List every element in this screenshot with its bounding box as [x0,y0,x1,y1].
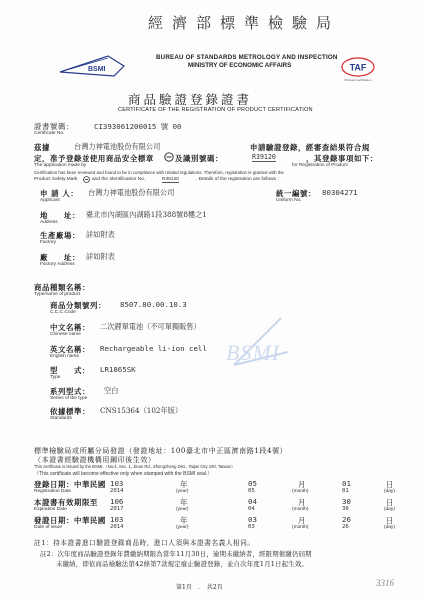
year-unit: 年 [180,516,188,525]
year-unit-en: (year) [176,507,189,512]
approval-line2-end: ，其登錄事項如下： [306,154,378,163]
factory-value: 詳如附表 [86,230,115,239]
page-number: 第1頁 ． 共2頁 [176,584,223,591]
taf-logo [340,56,376,78]
approval-en-right: for Registration of Product [292,163,348,168]
date-day-en: 30 [342,506,349,512]
date-year: 2014 [110,524,124,530]
series-value: 空白 [104,386,119,395]
date-day: 01 [342,479,351,488]
day-unit-en: (day) [384,489,395,494]
applicant-label-en: Applicant [40,198,60,203]
address-label: 地 址： [40,211,80,220]
date-label: 登錄日期：中華民國 [34,480,106,489]
bureau-name-zh: 經濟部標準檢驗局 [148,14,341,32]
certificate-title-en: CERTIFICATE OF THE REGISTRATION OF PRODUCT CERTIFICATION [118,107,313,113]
month-unit-en: (month) [292,525,309,530]
note-1: 註1：持本證書進口驗證登錄商品時，進口人須與本證書名義人相同。 [34,539,255,547]
issuer-line1-en: This certificate is issued by the BSMI.（No.4, Sec. 1, Jinan Rd., Zhongzheng Dist., Taipei City 100, Taiwan） [34,464,236,469]
cert-no-label: 證書號碼： [34,122,74,131]
month-unit: 月 [298,498,306,507]
address-label-en: Address [40,220,58,225]
note-2a: 註2：次年度商品驗證登錄年費繳納期限為當年11月30日，逾期未繳納者，經限期催繳仍屆期 [40,550,312,558]
bureau-name-en: BUREAU OF STANDARDS METROLOGY AND INSPECTION [156,54,338,61]
date-month: 04 [248,497,257,506]
factory-address-value: 詳如附表 [86,252,115,261]
product-header: 商品種類名稱： [34,283,90,292]
date-day: 26 [342,515,351,524]
ccc-label-en: C.C.C Code [50,310,76,315]
approval-line2-mid: 及識別號碼： [175,154,223,163]
bsmi-logo [58,52,126,78]
ccc-value: 8507.80.00.10.3 [120,300,187,309]
date-day-en: 01 [342,488,349,494]
month-unit: 月 [298,480,306,489]
approval-mark-no: R39120 [252,153,276,161]
day-unit-en: (day) [384,525,395,530]
issuer-line1: 標準檢驗局或所屬分局發證（發證地址：100臺北市中正區濟南路1段4號） [34,447,288,455]
date-month: 03 [248,515,257,524]
chinese-name-value: 二次鋰單電池（不可單獨販售） [100,322,201,331]
factory-label: 生產廠場： [40,231,80,240]
certificate-title-zh: 商品驗證登錄證書 [128,92,253,107]
uniform-no-label: 統一編號： [276,189,316,198]
ministry-name-en: MINISTRY OF ECONOMIC AFFAIRS [188,62,292,69]
bsmi-logo-text: BSMI [88,66,106,73]
series-label-en: Series of the type [50,396,88,401]
date-label-en: Registration Date [34,489,72,494]
date-year: 2017 [110,506,124,512]
type-label-en: Type [50,375,61,380]
approval-en-mark-no: R39120 [162,177,179,182]
date-label-en: Date of issue [34,525,62,530]
issuer-line2: （本證書經驗證機構用鋼印後生效） [34,456,156,464]
taf-logo-text: TAF [349,62,367,73]
cert-no-value: CI393061200015 號 00 [94,122,182,131]
date-label-en: Expiration Date [34,507,67,512]
standards-label: 依據標準： [50,407,90,416]
approval-line2: 定，准予登錄並使用商品安全標章 [34,154,154,163]
approval-en-body: Certification has been reviewed and found to be in compliance with related regulations. Therefore, registration is granted with the [34,170,284,175]
month-unit-en: (month) [292,489,309,494]
taf-subtitle: Product Certification [344,78,372,82]
issuer-line2-en: （This certificate will become effective only when stamped with the BSMI seal.） [34,471,213,477]
chinese-name-label: 中文名稱： [50,323,90,332]
day-unit-en: (day) [384,507,395,512]
note-2b: 未繳納，即依商品檢驗法第42條第7款規定廢止驗證登錄，並自次年度1月1日起生效。 [56,560,308,568]
date-month-en: 04 [248,506,255,512]
series-label: 系列型式： [50,387,90,396]
english-name-label: 英文名稱： [50,345,90,354]
date-day: 30 [342,497,351,506]
product-header-en: Type/name of product [34,292,81,297]
safety-mark-small-icon [83,176,90,183]
english-name-label-en: English name [50,354,80,359]
approval-request-text: 申請驗證登錄，經審查結果符合規 [250,143,370,152]
factory-label-en: Factory [40,240,56,245]
uniform-no-label-en: Uniform No. [276,198,302,203]
date-label: 本證書有效期限至 [34,498,98,507]
address-value: 臺北市內湖區內湖路1段388號8樓之1 [86,210,207,219]
date-roc-year: 103 [110,479,124,488]
date-month-en: 03 [248,524,255,530]
date-label: 發證日期：中華民國 [34,516,106,525]
uniform-no-value: 80304271 [322,188,358,197]
date-roc-year: 103 [110,515,124,524]
standards-value: CNS15364（102年版） [100,406,183,415]
approval-en-details: . Details of the registration are follows : [196,177,279,182]
english-name-value: Rechargeable li-ion cell [100,344,207,353]
factory-address-label-en: Factory Address [40,262,75,267]
bsmi-seal-text: BSMI [226,340,281,365]
cert-no-label-en: Certificate No. [34,131,65,136]
applicant-value: 台灣力神電池股份有限公司 [88,188,175,197]
approval-prefix: 茲據 [34,143,50,152]
safety-mark-icon [164,152,174,162]
year-unit: 年 [180,498,188,507]
date-day-en: 26 [342,524,349,530]
ccc-label: 商品分類號列： [50,301,106,310]
month-unit-en: (month) [292,507,309,512]
date-year: 2014 [110,488,124,494]
chinese-name-label-en: Chinese name [50,332,81,337]
date-roc-year: 106 [110,497,124,506]
year-unit-en: (year) [176,489,189,494]
approval-en-mark: Product Safety Mark [34,177,78,182]
approval-en-left: The application made by [34,163,87,168]
pencil-mark: 3316 [376,578,394,588]
year-unit: 年 [180,480,188,489]
type-value: LR1865SK [100,365,136,374]
approval-company: 台灣力神電池股份有限公司 [74,142,161,151]
approval-en-idno: and the Identification No. [92,177,146,182]
date-month-en: 05 [248,488,255,494]
type-label: 型 式： [50,366,90,375]
standards-label-en: Standards [50,416,72,421]
date-month: 05 [248,479,257,488]
year-unit-en: (year) [176,525,189,530]
day-unit: 日 [386,516,394,525]
day-unit: 日 [386,480,394,489]
factory-address-label: 廠 址： [40,253,80,262]
month-unit: 月 [298,516,306,525]
day-unit: 日 [386,498,394,507]
applicant-label: 申 請 人： [40,189,79,198]
